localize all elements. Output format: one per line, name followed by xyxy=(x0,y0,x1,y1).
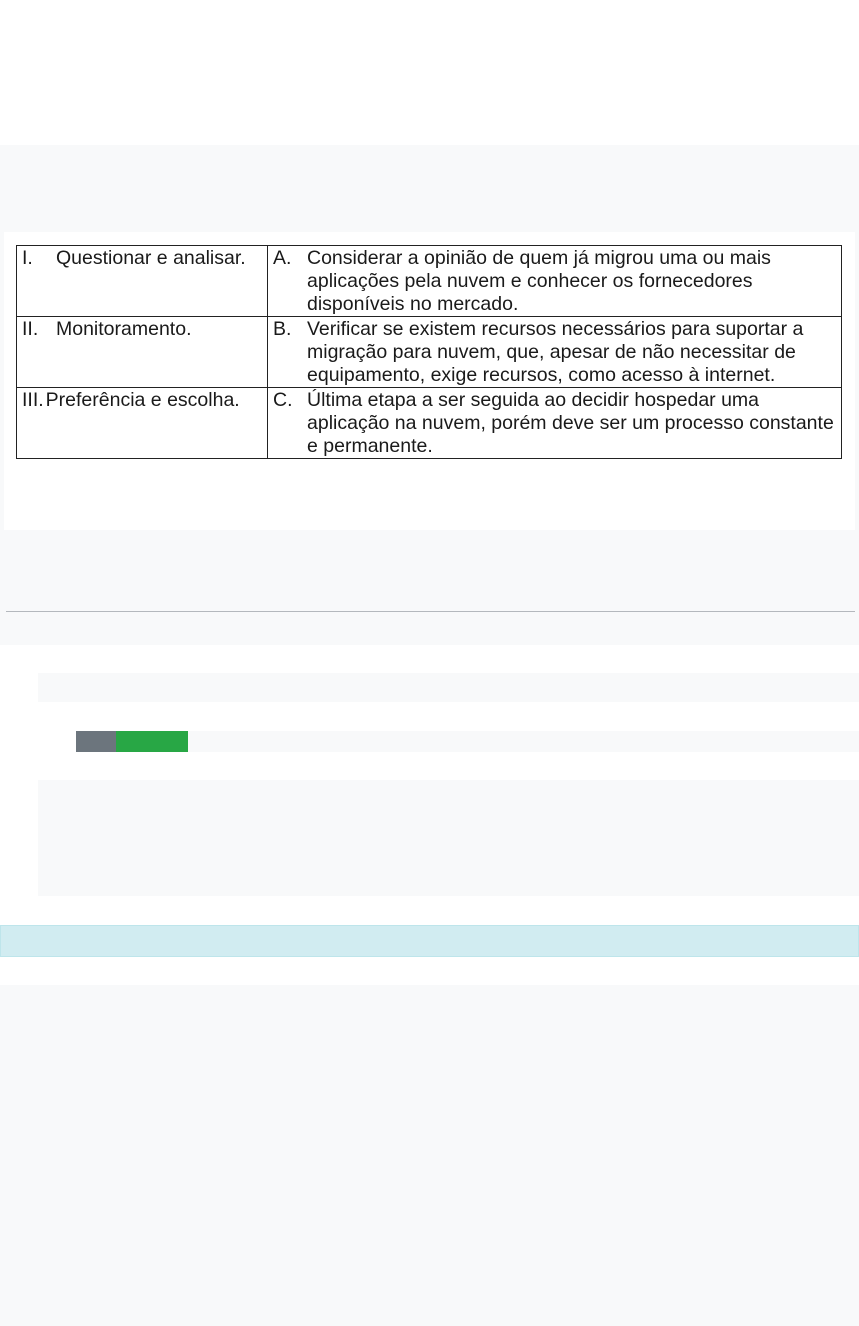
info-alert-bar xyxy=(0,925,859,957)
item-description: Verificar se existem recursos necessários para suportar a migração para nuvem, que, apesar de não necessitar de equipamento, exige recursos, como acesso à internet. xyxy=(307,318,804,386)
item-number: I. xyxy=(22,247,33,269)
table-cell-right xyxy=(268,246,842,317)
progress-track xyxy=(76,731,859,752)
table-cell-right xyxy=(268,317,842,388)
item-number: III. xyxy=(22,389,44,411)
table-cell-left xyxy=(17,317,268,388)
item-text: Questionar e analisar. xyxy=(56,247,246,269)
item-letter: C. xyxy=(273,389,293,411)
placeholder-bar xyxy=(38,673,859,702)
item-letter: B. xyxy=(273,318,292,340)
question-matching-table-image xyxy=(4,232,855,530)
answer-box xyxy=(38,780,859,896)
item-letter: A. xyxy=(273,247,292,269)
item-number: II. xyxy=(22,318,39,340)
item-text: Preferência e escolha. xyxy=(45,389,240,411)
bottom-card xyxy=(0,985,859,1326)
table-row xyxy=(17,317,842,388)
progress-segment-green xyxy=(116,731,188,752)
table-row xyxy=(17,388,842,459)
matching-table xyxy=(16,245,842,459)
section-divider xyxy=(6,611,855,612)
item-description: Considerar a opinião de quem já migrou uma ou mais aplicações pela nuvem e conhecer os fornecedores disponíveis no mercado. xyxy=(307,247,771,315)
table-cell-left xyxy=(17,246,268,317)
item-description: Última etapa a ser seguida ao decidir hospedar uma aplicação na nuvem, porém deve ser um processo constante e permanente. xyxy=(307,389,834,457)
table-cell-right xyxy=(268,388,842,459)
item-text: Monitoramento. xyxy=(56,318,192,340)
table-row xyxy=(17,246,842,317)
progress-segment-gray xyxy=(76,731,116,752)
table-cell-left xyxy=(17,388,268,459)
